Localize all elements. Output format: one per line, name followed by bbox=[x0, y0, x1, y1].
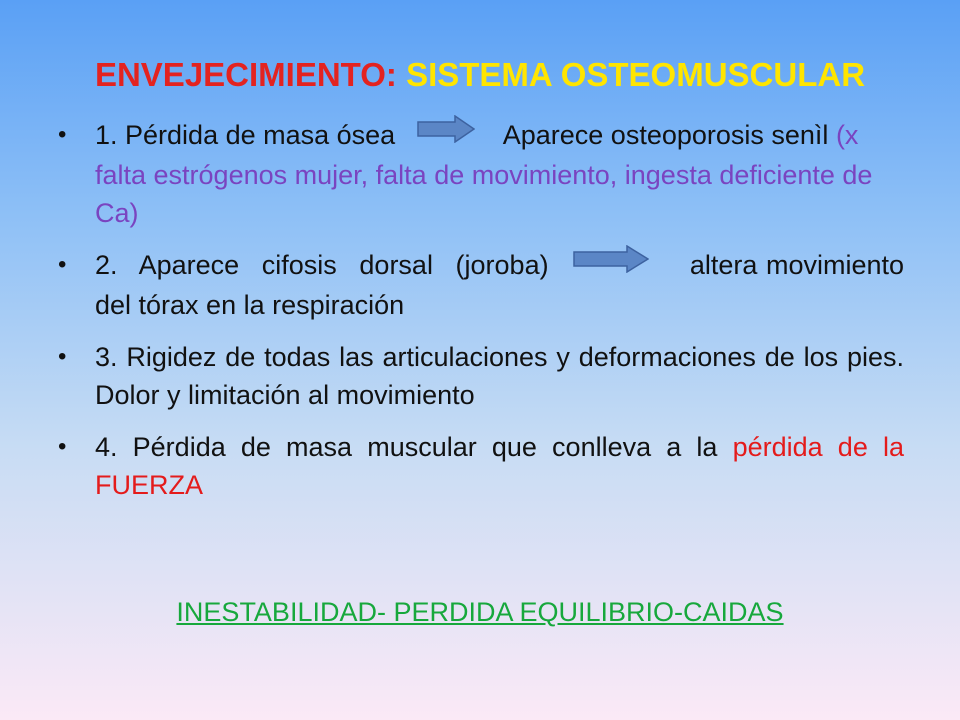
bullet-item-1 bbox=[56, 116, 904, 232]
bullet-1-after-arrow: Aparece osteoporosis senìl bbox=[502, 120, 829, 150]
bullet-1-lead: 1. Pérdida de masa ósea bbox=[95, 120, 396, 150]
right-arrow-icon bbox=[417, 115, 475, 153]
bullet-3-text: 3. Rigidez de todas las articulaciones y deformaciones de los pies. Dolor y limitación al movimiento bbox=[95, 341, 904, 410]
bullet-4-lead: 4. Pérdida de masa muscular que conlleva a la bbox=[95, 431, 718, 462]
bullet-item-2 bbox=[56, 246, 904, 324]
title-part-2: SISTEMA OSTEOMUSCULAR bbox=[406, 56, 866, 93]
right-arrow-icon bbox=[573, 245, 649, 283]
bullet-2-lead: 2. Aparece cifosis dorsal (joroba) bbox=[95, 249, 549, 280]
bullet-item-3 bbox=[56, 338, 904, 414]
slide-title bbox=[0, 56, 960, 94]
bullet-2-after-arrow: altera movimiento del tórax en la respiración bbox=[95, 249, 904, 320]
bullet-dot: • bbox=[58, 121, 67, 148]
bullet-1-note: (x falta estrógenos mujer, falta de movimiento, ingesta deficiente de Ca) bbox=[95, 120, 873, 228]
bullet-dot: • bbox=[58, 342, 67, 370]
bullet-item-4 bbox=[56, 428, 904, 504]
bullet-dot: • bbox=[58, 250, 67, 278]
bullet-dot: • bbox=[58, 432, 67, 460]
title-part-1: ENVEJECIMIENTO: bbox=[94, 56, 397, 93]
footer-conclusion: INESTABILIDAD- PERDIDA EQUILIBRIO-CAIDAS bbox=[176, 597, 784, 627]
bullet-list bbox=[56, 116, 904, 518]
bullet-4-highlight: pérdida de la FUERZA bbox=[95, 431, 904, 500]
